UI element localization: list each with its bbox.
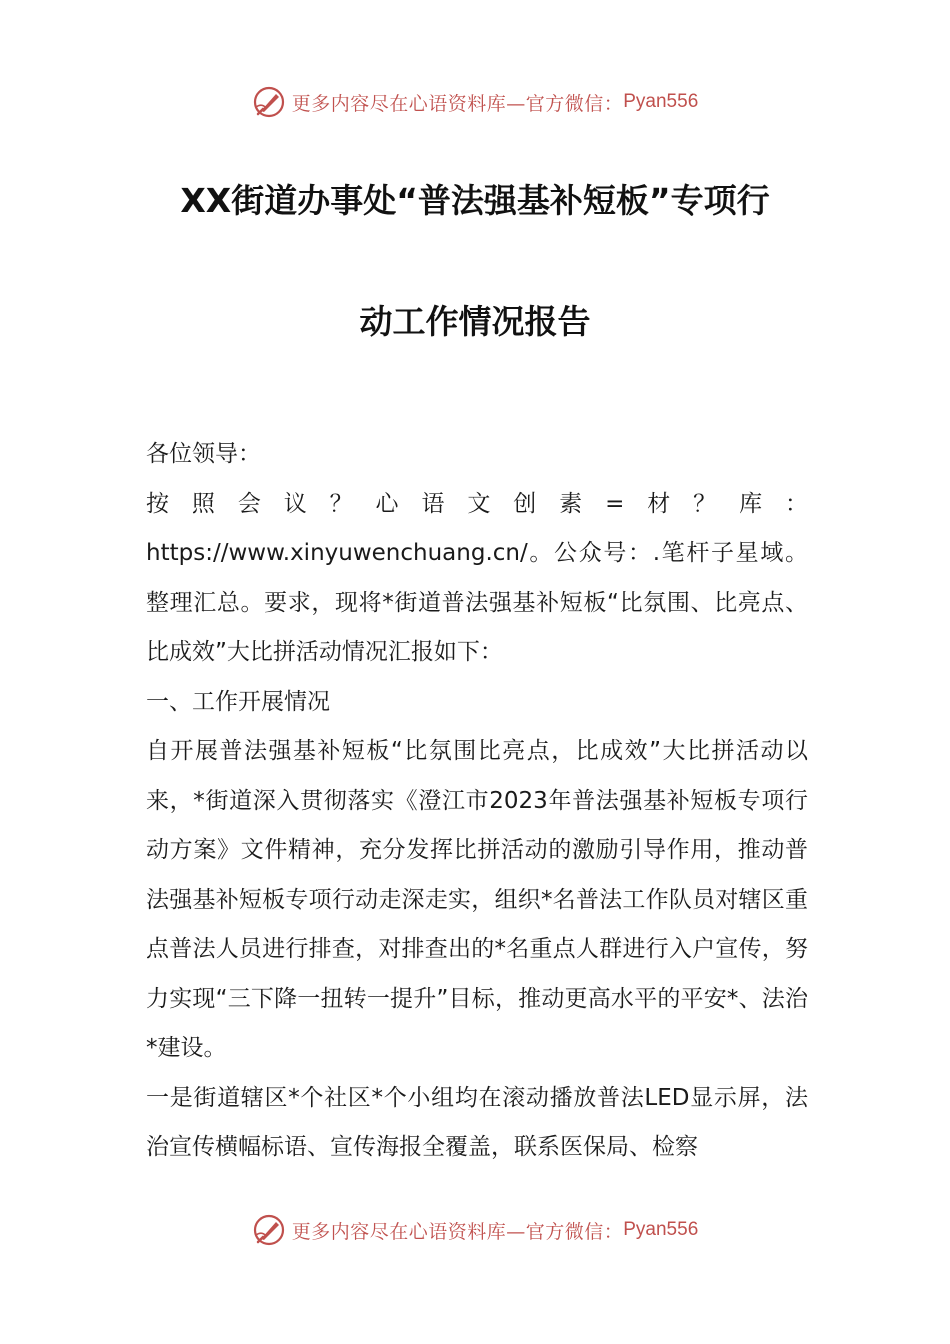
watermark-text: 更多内容尽在心语资料库—官方微信： [291,92,624,115]
document-title-line-1: XX街道办事处“普法强基补短板”专项行 [180,181,770,220]
watermark-banner-top [0,82,950,122]
quill-pen-logo-icon [252,1213,286,1247]
watermark-wechat-id: Pyan556 [623,91,699,112]
greeting: 各位领导： [146,441,261,467]
document-title-line-2: 动工作情况报告 [359,302,591,341]
watermark-banner-bottom [0,1210,950,1250]
paragraph-point-1: 一是街道辖区*个社区*个小组均在滚动播放普法LED显示屏，法治宣传横幅标语、宣传海报全覆盖，联系医保局、检察 [146,1084,808,1160]
watermark-wechat-id: Pyan556 [623,1219,699,1240]
document-body [146,430,808,1173]
watermark-text: 更多内容尽在心语资料库—官方微信： [291,1220,624,1243]
paragraph-overview: 自开展普法强基补短板“比氛围比亮点，比成效”大比拼活动以来，*街道深入贯彻落实《澄江市2023年普法强基补短板专项行动方案》文件精神，充分发挥比拼活动的激励引导作用，推动普法强基补短板专项行动走深走实，组织*名普法工作队员对辖区重点普法人员进行排查，对排查出的*名重点人群进行入户宣传，努力实现“三下降一扭转一提升”目标，推动更高水平的平安*、法治*建设。 [146,738,808,1061]
paragraph-intro: 按照会议？心语文创素=材？库：https://www.xinyuwenchuang.cn/。公众号：.笔杆子星域。整理汇总。要求，现将*街道普法强基补短板“比氛围、比亮点、比成效”大比拼活动情况汇报如下： [146,490,808,665]
section-heading-1: 一、工作开展情况 [146,688,330,715]
quill-pen-logo-icon [252,85,286,119]
